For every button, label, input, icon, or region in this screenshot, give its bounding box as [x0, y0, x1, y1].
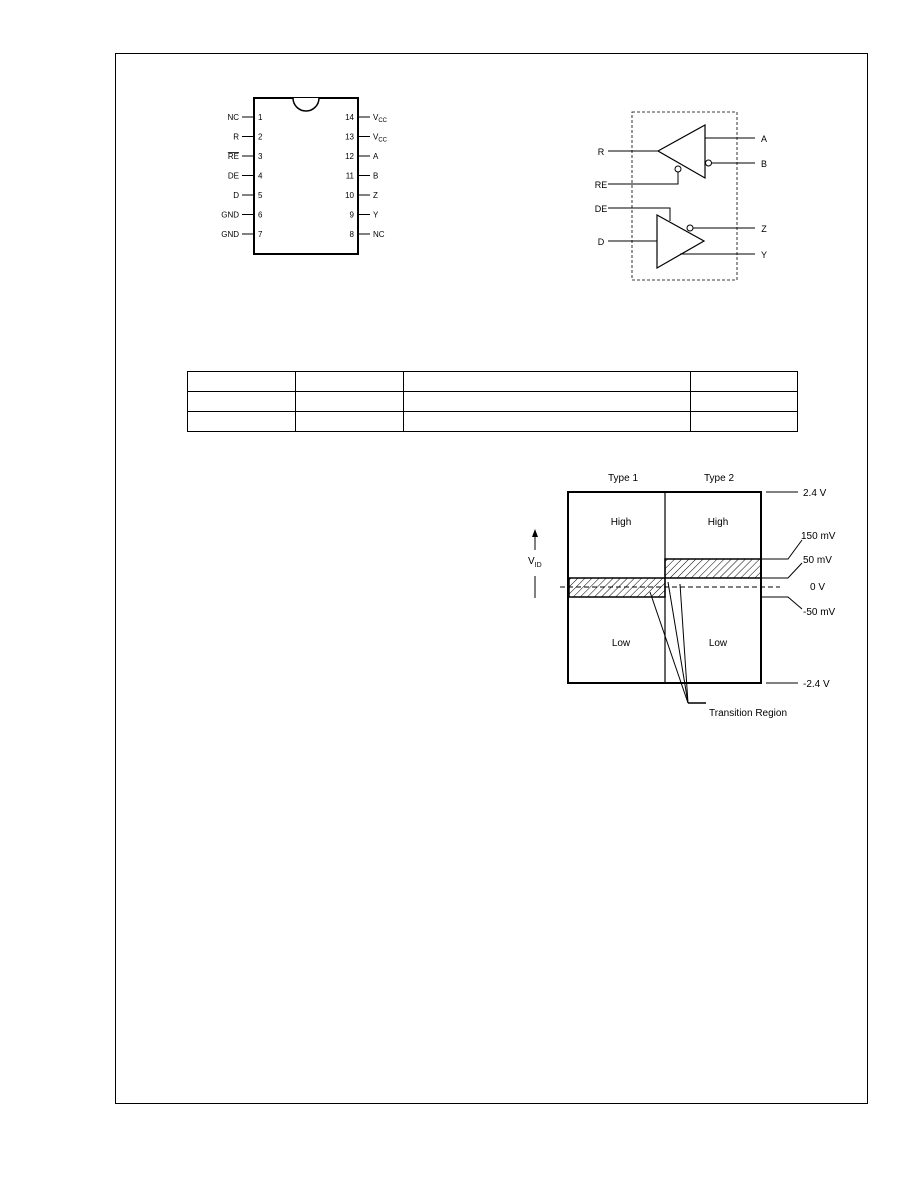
left-pin-number: 2 [258, 132, 263, 142]
ic-body [254, 98, 358, 254]
level-150mv: 150 mV [801, 531, 836, 542]
table-cell [403, 412, 691, 432]
table-cell [188, 372, 296, 392]
left-pin-number: 3 [258, 152, 263, 161]
table-cell [295, 372, 403, 392]
label-z: Z [761, 224, 767, 234]
left-pin-number: 7 [258, 230, 263, 239]
vid-arrow-head [532, 529, 538, 537]
type2-high: High [707, 517, 729, 528]
left-pin-name: DE [227, 171, 239, 181]
receiver-triangle [658, 125, 705, 178]
label-de: DE [594, 204, 608, 214]
right-pin-name: NC [373, 230, 385, 239]
right-pin-number: 13 [345, 132, 354, 142]
label-y: Y [760, 250, 768, 260]
driver-triangle [657, 215, 704, 268]
right-pin-name: $V_{CC}$ [373, 132, 388, 144]
receiver-enable-bubble [675, 166, 681, 172]
left-pin-name: NC [227, 113, 239, 122]
table-cell [691, 412, 798, 432]
right-pin-name: $V_{CC}$ [373, 113, 388, 124]
left-pin-number: 6 [258, 210, 263, 220]
level-minus-2-4v: -2.4 V [803, 679, 830, 690]
level-2-4v: 2.4 V [803, 488, 827, 499]
label-d: D [597, 237, 605, 247]
label-re: RE [594, 180, 608, 190]
table-row [188, 392, 798, 412]
level-50mv: 50 mV [803, 555, 832, 566]
receiver-enable-line [608, 172, 678, 184]
right-pin-number: 14 [345, 113, 354, 122]
table-cell [403, 392, 691, 412]
receiver-b-bubble [706, 160, 712, 166]
type2-label: Type 2 [703, 473, 735, 484]
table-row [188, 372, 798, 392]
right-pin-name: A [373, 152, 379, 161]
right-pin-number: 8 [349, 230, 354, 239]
table-cell [403, 372, 691, 392]
right-pin-number: 10 [345, 191, 354, 200]
left-pin-name: GND [221, 210, 239, 220]
right-pin-name: B [373, 171, 379, 181]
label-r: R [597, 147, 605, 157]
type1-high: High [610, 517, 632, 528]
label-b: B [760, 159, 768, 169]
left-pin-number: 5 [258, 191, 263, 200]
driver-z-bubble [687, 225, 693, 231]
left-pin-number: 4 [258, 171, 263, 181]
left-pin-name: GND [221, 230, 239, 239]
table-cell [691, 372, 798, 392]
left-pin-name: R [233, 132, 239, 142]
leader-150mv [761, 540, 802, 559]
table-cell [691, 392, 798, 412]
type1-label: Type 1 [607, 473, 639, 484]
vid-label: $V_{ID}$ [528, 556, 542, 569]
table-cell [295, 412, 403, 432]
table-cell [188, 392, 296, 412]
right-pin-name: Y [373, 210, 379, 220]
table-cell [295, 392, 403, 412]
leader-minus-50mv [761, 597, 802, 609]
type1-low: Low [611, 638, 631, 649]
level-0v: 0 V [810, 582, 826, 593]
left-pin-number: 1 [258, 113, 263, 122]
type2-transition-band [665, 559, 761, 578]
table-row [188, 412, 798, 432]
type2-low: Low [708, 638, 728, 649]
left-pin-name: RE [227, 152, 239, 161]
pin-description-table [187, 371, 798, 432]
right-pin-number: 9 [349, 210, 354, 220]
level-minus-50mv: -50 mV [803, 607, 836, 618]
logic-diagram [590, 108, 780, 288]
left-pin-name: D [233, 191, 239, 200]
right-pin-number: 12 [345, 152, 354, 161]
right-pin-number: 11 [345, 171, 354, 181]
table-cell [188, 412, 296, 432]
right-pin-name: Z [373, 191, 378, 200]
label-a: A [760, 134, 768, 144]
threshold-diagram [520, 466, 860, 726]
transition-region-label: Transition Region [709, 708, 788, 719]
ic-pinout-diagram [215, 93, 395, 263]
leader-50mv [761, 563, 802, 578]
